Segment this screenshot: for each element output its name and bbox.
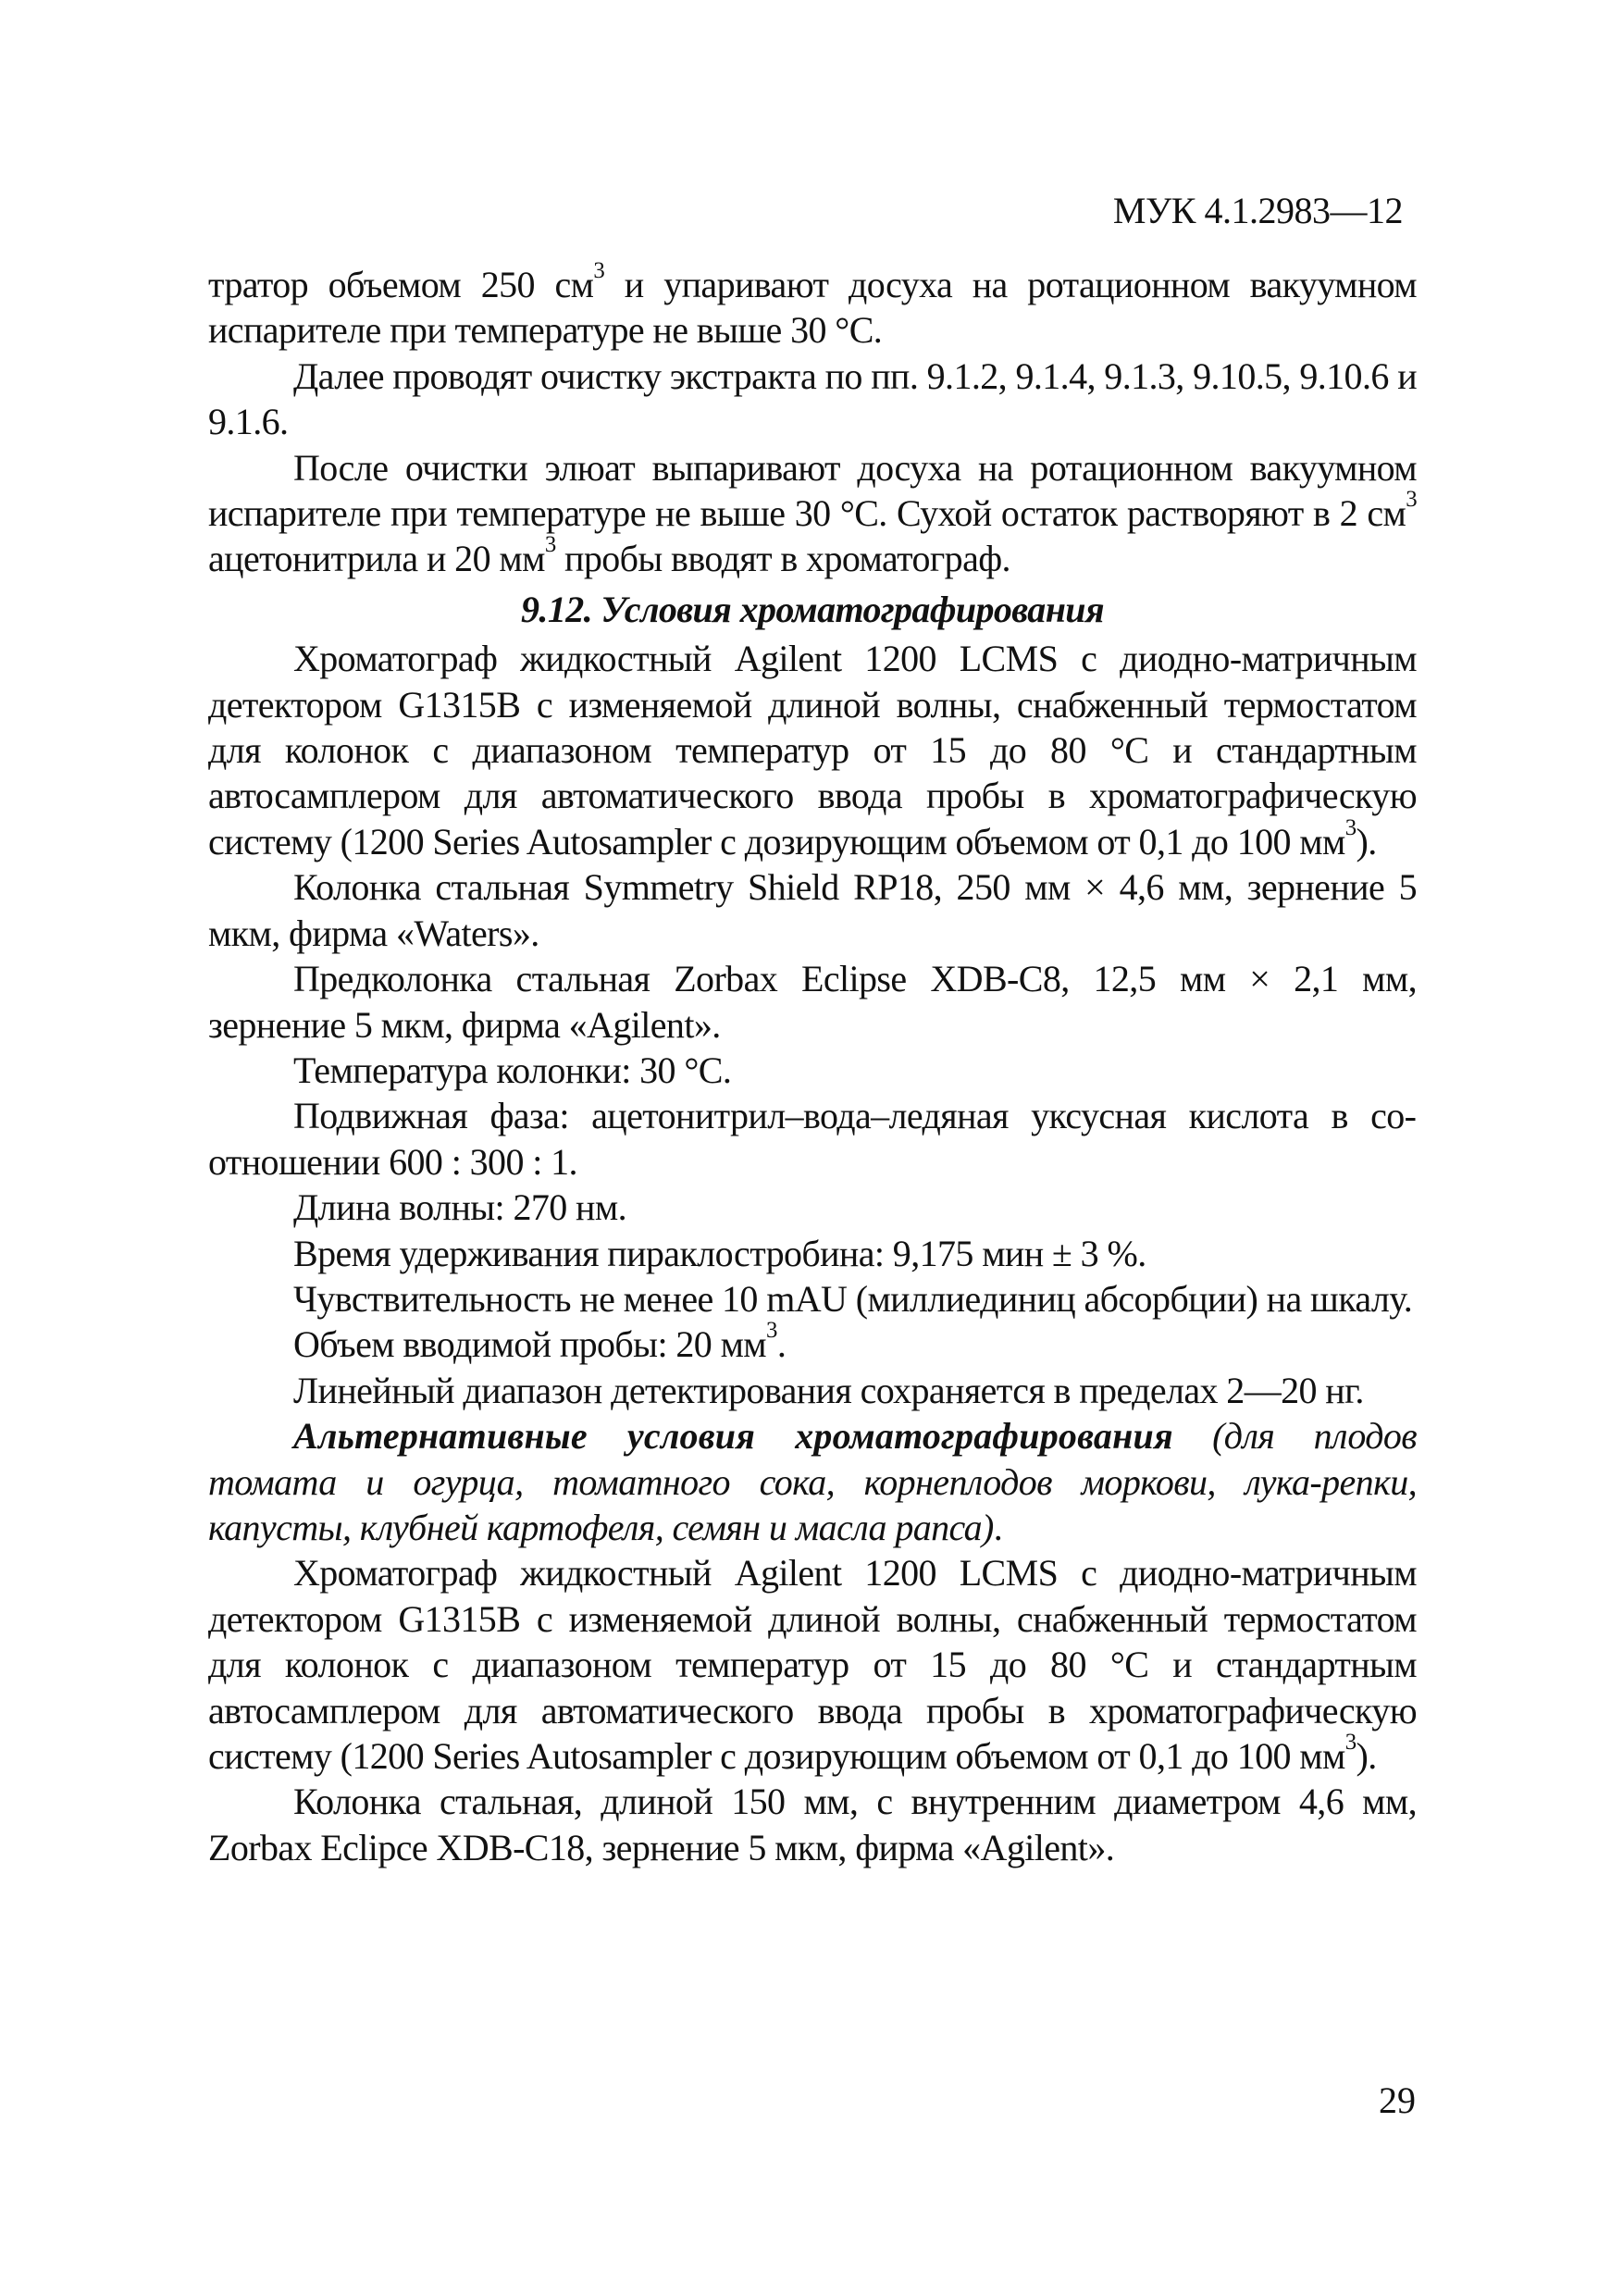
italic-run: (для плодов томата и огурца, томатного сока, корнеплодов моркови, лука-репки, капусты, клубней картофеля, семян и масла рапса) — [208, 1415, 1418, 1548]
paragraph-retention-time: Время удерживания пираклостробина: 9,175 мин ± 3 %. — [293, 1232, 1146, 1274]
text-run: ). — [1356, 1735, 1377, 1777]
paragraph-column-alt: Колонка стальная, длиной 150 мм, с внутренним диаметром 4,6 мм, Zorbax Eclipce XDB-C18, зернение 5 мкм, фирма «Agilent». — [208, 1781, 1417, 1868]
superscript: 3 — [1344, 1729, 1357, 1755]
text-run: тратор объемом 250 см — [208, 264, 594, 305]
text-run: После очистки элюат выпаривают досуха на ротационном вакуумном испарителе при температуре не выше 30 °С. Сухой остаток растворяют в 2 см — [208, 446, 1417, 535]
page-number: 29 — [1379, 2079, 1416, 2121]
paragraph-wavelength: Длина волны: 270 нм. — [293, 1186, 626, 1229]
text-run: ацетонитрила и 20 мм — [208, 538, 545, 580]
superscript: 3 — [544, 532, 556, 558]
paragraph-dissolution — [208, 445, 1417, 582]
paragraph-precolumn: Предколонка стальная Zorbax Eclipse XDB-C8, 12,5 мм × 2,1 мм, зернение 5 мкм, фирма «Agilent». — [208, 958, 1417, 1046]
paragraph-sensitivity: Чувствительность не менее 10 mAU (миллиединиц абсорбции) на шкалу. — [293, 1277, 1413, 1320]
paragraph-chromatograph — [208, 636, 1417, 864]
paragraph-column-temperature: Температура колонки: 30 °С. — [293, 1049, 732, 1091]
text-run: и упаривают досуха на ротационном вакуумном испарителе при температуре не выше 30 °С. — [208, 264, 1418, 352]
paragraph-linear-range: Линейный диапазон детектирования сохраняется в пределах 2—20 нг. — [293, 1369, 1364, 1411]
text-run: Объем вводимой пробы: 20 мм — [293, 1323, 766, 1366]
paragraph-cleanup-steps: Далее проводят очистку экстракта по пп. 9.1.2, 9.1.4, 9.1.3, 9.10.5, 9.10.6 и 9.1.6. — [208, 354, 1417, 443]
text-run: Хроматограф жидкостный Agilent 1200 LCMS с диодно-матричным детектором G1315B с изменяемой длиной волны, снабженный термостатом для колонок с диапазоном температур от 15 до 80 °С и стандартным автосамплером для автоматического ввода пробы в хроматографическую систему (1200 Series Autosampler с дозирующим объемом от 0,1 до 100 мм — [208, 1552, 1417, 1777]
section-heading: 9.12. Условия хроматографирования — [521, 588, 1104, 630]
page-body — [208, 257, 1418, 1870]
paragraph-alternative-conditions — [208, 1413, 1417, 1550]
superscript: 3 — [766, 1318, 777, 1344]
superscript: 3 — [593, 257, 605, 283]
paragraph-mobile-phase: Подвижная фаза: ацетонитрил–вода–ледяная уксусная кислота в соотношении 600 : 300 : 1. — [208, 1095, 1417, 1183]
text-run: Хроматограф жидкостный Agilent 1200 LCMS с диодно-матричным детектором G1315B с изменяемой длиной волны, снабженный термостатом для колонок с диапазоном температур от 15 до 80 °С и стандартным автосамплером для автоматического ввода пробы в хроматографическую систему (1200 Series Autosampler с дозирующим объемом от 0,1 до 100 мм — [208, 638, 1417, 863]
text-run: . — [776, 1323, 787, 1366]
paragraph-evaporation — [208, 257, 1418, 354]
paragraph-chromatograph-alt — [208, 1550, 1417, 1779]
paragraph-column: Колонка стальная Symmetry Shield RP18, 250 мм × 4,6 мм, зернение 5 мкм, фирма «Waters». — [208, 866, 1417, 954]
bold-italic-run: Альтернативные условия хроматографирования — [293, 1415, 1173, 1458]
superscript: 3 — [1406, 486, 1417, 512]
document-code-header: МУК 4.1.2983—12 — [1112, 190, 1403, 231]
superscript: 3 — [1344, 814, 1357, 840]
text-run: пробы вводят в хроматограф. — [555, 538, 1010, 580]
paragraph-injection-volume — [208, 1318, 1417, 1367]
text-run: . — [993, 1506, 1003, 1548]
text-run: ). — [1356, 820, 1377, 863]
